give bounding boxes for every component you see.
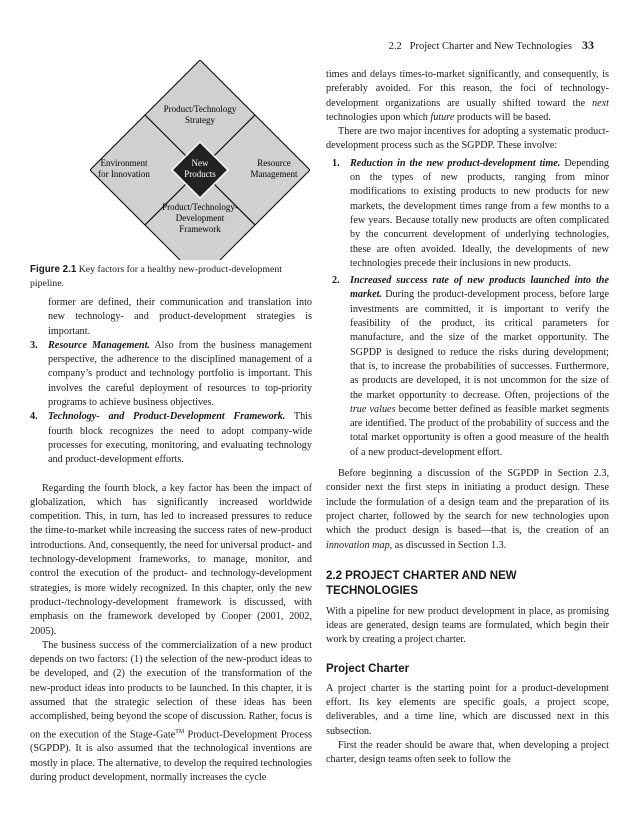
item-2-em: true values xyxy=(350,403,396,415)
item-4-number: 4. xyxy=(30,411,38,423)
figure-2-1 xyxy=(90,60,310,260)
item-1-text: Depending on the types of new products, ranging from minor modifications to existing products to new products for new markets, the development times range from a few months to a few years. Because totally new products are often complicated by the concurrent development of underlying technologies, these are often avoided. Ideally, the developments of new technologies precede their inclusions in new products. xyxy=(350,157,610,269)
item-3-title: Resource Management. xyxy=(48,339,150,351)
para-before-b: , as discussed in Section 1.3. xyxy=(389,539,507,551)
top-block-line1: Product/Technology xyxy=(163,104,237,114)
list-item-1 xyxy=(332,157,609,271)
incentives-list xyxy=(326,157,609,460)
page-number: 33 xyxy=(582,38,594,52)
item-2-number: 2. xyxy=(332,275,340,287)
para-top-c: products will be based. xyxy=(454,111,551,123)
para-top-b: technologies upon which xyxy=(326,111,431,123)
running-header xyxy=(389,38,594,53)
item-2-text-a: During the product-development process, before large investments are committed, it is important to verify the feasibility of the product, its critical parameters for manufacture, and the size of the market opportunity. The SGPDP is designed to reduce the risks during development; that is, to increase the probabilities of successes. Furthermore, as products are developed, it is not uncommon for the size of the market opportunity to decrease. Often, projections of the xyxy=(350,289,610,401)
right-column xyxy=(326,68,609,767)
para-before-a: Before beginning a discussion of the SGPDP in Section 2.3, consider next the first steps in initiating a product design. These include the formulation of a design team and the preparation of its project charter, followed by the search for new technologies upon which the product design is based—that is, the creation of an xyxy=(326,468,609,537)
paragraph-incentives: There are two major incentives for adopting a systematic product-development process such as the SGPDP. These involve: xyxy=(326,126,609,152)
header-title: Project Charter and New Technologies xyxy=(409,41,572,52)
item-1-number: 1. xyxy=(332,157,340,169)
left-block-line1: Environment xyxy=(100,158,148,168)
paragraph-reader: First the reader should be aware that, when developing a project charter, design teams often seek to follow the xyxy=(326,739,609,766)
right-block-line2: Management xyxy=(250,169,298,179)
item-2-title: Increased success rate of new products launched into the market. xyxy=(350,275,609,301)
list-item-4 xyxy=(30,410,312,467)
para-top-em-next: next xyxy=(592,97,609,109)
left-block-line2: for Innovation xyxy=(98,169,150,179)
continuation-text: former are defined, their communication and translation into new technology- and product-development strategies is important. xyxy=(48,297,312,337)
top-block-line2: Strategy xyxy=(185,115,215,125)
left-column xyxy=(30,296,312,785)
header-section-number: 2.2 xyxy=(388,41,402,52)
right-block-line1: Resource xyxy=(257,158,291,168)
para2-part-b: Product-Development Process (SGPDP). It is also assumed that the technological inventions are mostly in place. The alternative, to develop the required technologies during product development, normally increases the cycle xyxy=(30,729,312,783)
paragraph-business-success xyxy=(30,639,312,785)
paragraph-times xyxy=(326,68,609,125)
subsection-heading: Project Charter xyxy=(326,662,410,675)
list-continuation xyxy=(30,296,312,339)
para-top-a: times and delays times-to-market significantly, and consequently, is preferably avoided. For this reason, the foci of technology-development organizations are usually shifted toward the xyxy=(326,69,609,109)
paragraph-pipeline: With a pipeline for new product development in place, as promising ideas are generated, design teams are formulated, which begin their work by creating a project charter. xyxy=(326,605,609,646)
key-factors-diagram xyxy=(90,60,310,260)
list-item-2 xyxy=(332,274,609,460)
left-list xyxy=(30,296,312,468)
trademark: TM xyxy=(175,728,185,735)
caption-text: Key factors for a healthy new-product-development pipeline. xyxy=(30,264,282,289)
center-block-line1: New xyxy=(191,158,209,168)
item-1-title: Reduction in the new product-development time. xyxy=(350,157,561,169)
item-3-number: 3. xyxy=(30,339,38,351)
bottom-block-line2: Development xyxy=(175,213,225,223)
item-3-text: Also from the business management perspective, the adherence to the disciplined management of a company’s product and technology portfolio is important. This involves the careful deployment of resources to top-priority programs to achieve business objectives. xyxy=(48,339,312,409)
para-before-em: innovation map xyxy=(326,539,390,551)
para-top-em-future: future xyxy=(430,111,455,123)
item-4-text: This fourth block recognizes the need to adopt company-wide processes for executing, monitoring, and evaluating technology and product-development efforts. xyxy=(48,411,312,466)
caption-label: Figure 2.1 xyxy=(30,264,77,275)
figure-caption xyxy=(30,263,312,290)
paragraph-fourth-block: Regarding the fourth block, a key factor has been the impact of globalization, which has significantly increased worldwide competition. This, in turn, has led to increased pressures to reduce the time-to-market while increasing the success rates of new-product introductions. And, consequently, the need for universal product- and technology-development frameworks, to manage, monitor, and control the execution of the product- and technology-development strategies, is more widely recognized. In this chapter, only the new product-/technology-development framework is discussed, with emphasis on the framework developed by Cooper (2001, 2002, 2005). xyxy=(30,482,312,637)
paragraph-before-beginning xyxy=(326,467,609,553)
item-2-text-b: become better defined as feasible market segments are identified. The product of the probability of success and the total market opportunity is often a good measure of the health of a new product-development effort. xyxy=(350,403,610,458)
section-heading: 2.2 PROJECT CHARTER AND NEW TECHNOLOGIES xyxy=(326,569,517,597)
paragraph-charter-start: A project charter is the starting point for a product-development effort. Its key elements are specific goals, a project scope, deliverables, and a time line, which are discussed next in this subsection. xyxy=(326,682,609,737)
para2-part-a: The business success of the commercialization of a new product depends on two factors: (1) the selection of the new-product ideas to be developed, and (2) the execution of the transformation of the new-product ideas into products to be launched. In this chapter, it is assumed that the strategic selection of these ideas has been accomplished, being beyond the scope of discussion. Rather, focus is on the execution of the Stage-Gate xyxy=(30,639,312,740)
list-item-3 xyxy=(30,339,312,410)
center-block-line2: Products xyxy=(184,169,216,179)
item-4-title: Technology- and Product-Development Framework. xyxy=(48,411,286,423)
bottom-block-line3: Framework xyxy=(179,224,221,234)
bottom-block-line1: Product/Technology- xyxy=(162,202,238,212)
